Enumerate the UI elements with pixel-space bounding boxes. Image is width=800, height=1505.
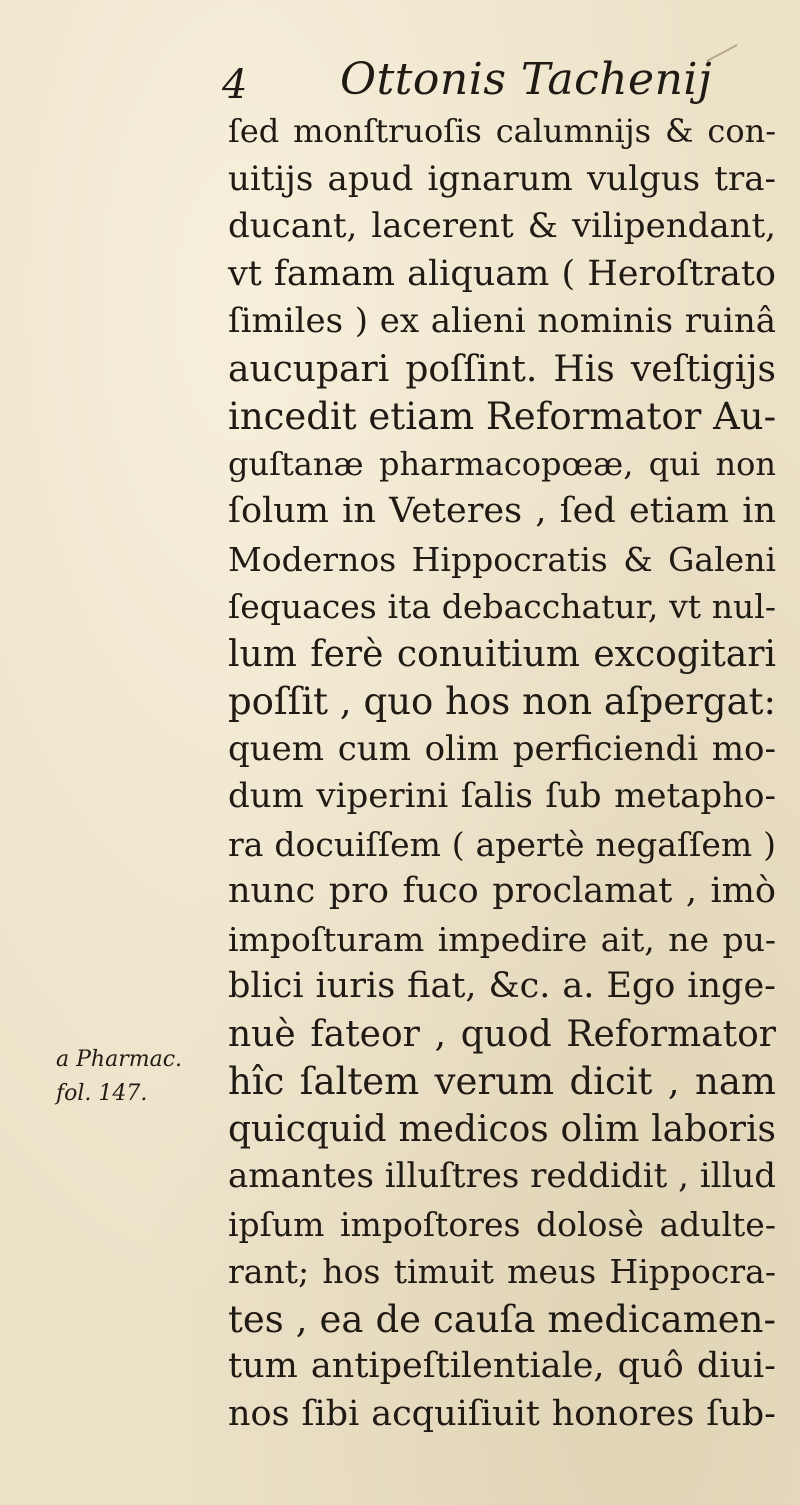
text-line: uitijs apud ignarum vulgus tra- xyxy=(228,158,776,199)
page-number: 4 xyxy=(222,62,248,108)
marginal-note-line: a Pharmac. xyxy=(56,1047,183,1072)
text-line: quicquid medicos olim laboris xyxy=(228,1108,776,1150)
running-title: Ottonis Tachenij xyxy=(340,54,713,105)
text-line: nuè fateor , quod Reformator xyxy=(228,1013,776,1055)
text-line: aucupari poſſint. His veſtigijs xyxy=(228,348,776,390)
marginal-note-line: fol. 147. xyxy=(56,1081,148,1106)
text-line: ſed monſtruoſis calumnijs & con- xyxy=(228,112,776,150)
text-line: ra docuiſſem ( apertè negaſſem ) xyxy=(228,824,776,864)
text-line: incedit etiam Reformator Au- xyxy=(228,395,777,438)
text-line: nos ſibi acquiſiuit honores ſub- xyxy=(228,1393,776,1434)
text-line: rant; hos timuit meus Hippocra- xyxy=(228,1252,776,1291)
text-line: ſequaces ita debacchatur, vt nul- xyxy=(228,587,776,626)
text-line: hîc ſaltem verum dicit , nam xyxy=(228,1060,776,1103)
text-line: ſolum in Veteres , ſed etiam in xyxy=(228,491,776,531)
text-line: tes , ea de cauſa medicamen- xyxy=(228,1297,776,1341)
page-header xyxy=(0,52,800,112)
text-line: ipſum impoſtores dolosè adulte- xyxy=(228,1204,776,1244)
text-line: poſſit , quo hos non aſpergat: xyxy=(228,680,776,723)
text-line: lum ferè conuitium excogitari xyxy=(228,633,776,675)
text-line: quem cum olim perficiendi mo- xyxy=(228,728,776,769)
text-line: blici iuris fiat, &c. a. Ego inge- xyxy=(228,966,776,1006)
text-line: tum antipeſtilentiale, quô diui- xyxy=(228,1346,776,1386)
text-line: Modernos Hippocratis & Galeni xyxy=(228,539,776,579)
text-line: nunc pro fuco proclamat , imò xyxy=(228,871,776,911)
marginal-note xyxy=(56,1043,216,1111)
text-line: ducant, lacerent & vilipendant, xyxy=(228,206,776,246)
body-text xyxy=(228,108,776,1438)
text-line: amantes illuſtres reddidit , illud xyxy=(228,1156,776,1196)
text-line: ſimiles ) ex alieni nominis ruinâ xyxy=(228,301,776,341)
text-line: vt famam aliquam ( Heroſtrato xyxy=(228,253,776,294)
text-line: impoſturam impedire ait, ne pu- xyxy=(228,919,776,959)
text-line: guſtanæ pharmacopœæ, qui non xyxy=(228,444,776,483)
text-line: dum viperini ſalis ſub metapho- xyxy=(228,776,776,816)
